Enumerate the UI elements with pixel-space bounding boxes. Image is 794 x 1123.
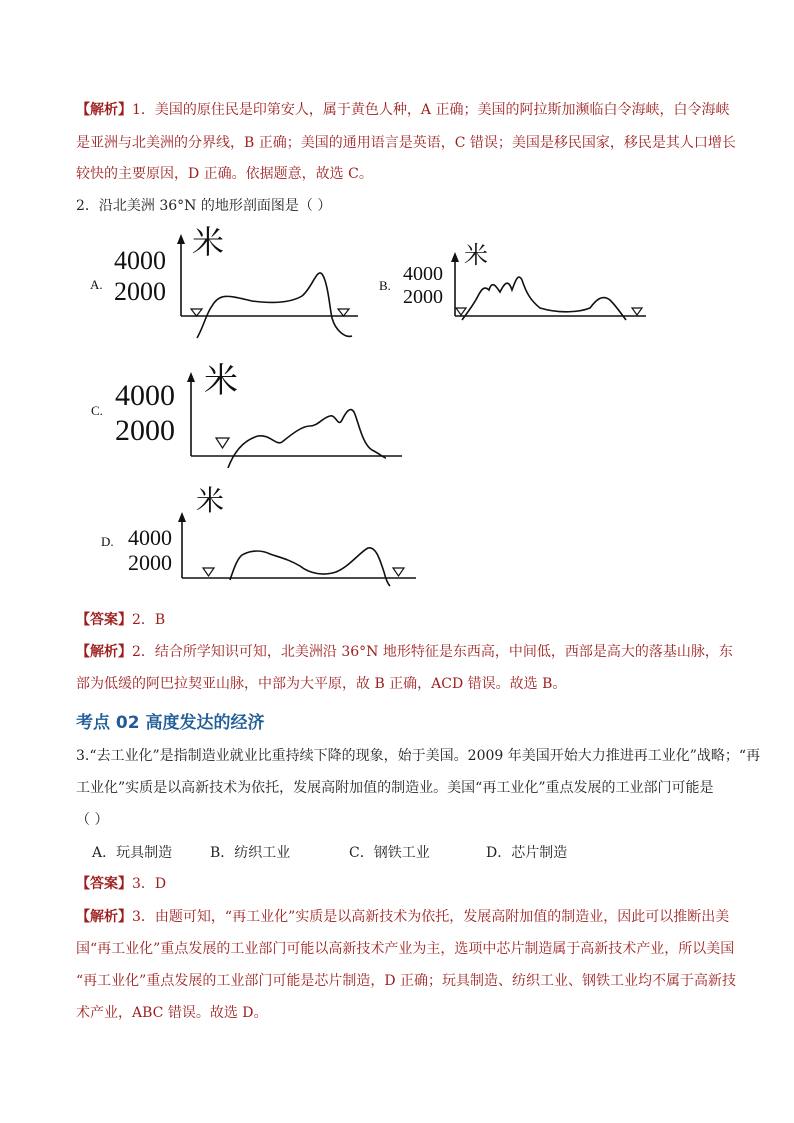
q3-answer-tag: 【答案】 <box>76 876 132 892</box>
profile-d-sea-marker-east <box>393 568 404 576</box>
option-c-label: C. <box>91 403 103 418</box>
profile-a-y-label-2000: 2000 <box>114 277 166 306</box>
section-heading: 考点 02 高度发达的经济 <box>76 713 265 733</box>
q3-analysis-tag: 【解析】 <box>76 909 132 925</box>
profile-d <box>178 512 416 586</box>
profile-c-y-label-2000: 2000 <box>115 414 175 447</box>
profile-d-y-label-4000: 4000 <box>128 525 172 550</box>
q3-analysis-text-1: 3．由题可知，“再工业化”实质是以高新技术为依托，发展高附加值的制造业，因此可以推断出美 <box>132 909 730 925</box>
q1-analysis-line-2: 是亚洲与北美洲的分界线，B 正确；美国的通用语言是英语，C 错误；美国是移民国家，移民是其人口增长 <box>76 135 736 151</box>
q3-analysis-line-1 <box>76 907 736 927</box>
q1-analysis-line-3: 较快的主要原因，D 正确。依据题意，故选 C。 <box>76 166 373 182</box>
q2-question: 2．沿北美洲 36°N 的地形剖面图是（ ） <box>76 198 332 214</box>
q3-question-line-2: 工业化”实质是以高新技术为依托，发展高附加值的制造业。美国“再工业化”重点发展的工业部门可能是 <box>76 780 714 796</box>
profile-b-sea-marker-east <box>632 308 642 315</box>
option-b-label: B. <box>379 278 391 293</box>
profile-c-unit: 米 <box>204 363 238 400</box>
q2-analysis-line-1 <box>76 642 736 662</box>
q3-answer-line <box>76 874 736 894</box>
profile-d-y-label-2000: 2000 <box>128 550 172 575</box>
q2-answer: 2．B <box>132 612 166 628</box>
q2-answer-tag: 【答案】 <box>76 612 132 628</box>
profile-a-unit: 米 <box>192 224 225 260</box>
profile-a-sea-marker-west <box>191 309 202 316</box>
q1-analysis-tag: 【解析】 <box>76 102 132 118</box>
q3-question-line-1: 3.“去工业化”是指制造业就业比重持续下降的现象，始于美国。2009 年美国开始大力推进再工业化”战略；“再 <box>76 748 761 764</box>
profile-a-y-label-4000: 4000 <box>114 246 166 275</box>
q2-analysis-line-2: 部为低缓的阿巴拉契亚山脉，中部为大平原，故 B 正确，ACD 错误。故选 B。 <box>76 676 567 692</box>
q3-option-a: A．玩具制造 <box>92 845 173 861</box>
q3-analysis-line-2: 国“再工业化”重点发展的工业部门可能以高新技术产业为主，选项中芯片制造属于高新技术产业，所以美国 <box>76 941 735 957</box>
q3-analysis-line-3: “再工业化”重点发展的工业部门可能是芯片制造，D 正确；玩具制造、纺织工业、钢铁工业均不属于高新技 <box>76 973 736 989</box>
q2-analysis-text-1: 2．结合所学知识可知，北美洲沿 36°N 地形特征是东西高，中间低，西部是高大的落基山脉，东 <box>132 644 733 660</box>
profile-b-sea-marker-west <box>456 308 466 315</box>
q2-analysis-tag: 【解析】 <box>76 644 132 660</box>
profile-b-y-label-2000: 2000 <box>403 286 443 308</box>
profile-b-unit: 米 <box>464 243 488 269</box>
option-a-label: A. <box>90 277 103 292</box>
profile-c-sea-marker <box>216 438 229 448</box>
q3-analysis-line-4: 术产业，ABC 错误。故选 D。 <box>76 1005 268 1021</box>
option-d-label: D. <box>101 534 114 549</box>
profile-a-terrain <box>197 273 352 338</box>
profile-a-sea-marker-east <box>338 309 349 316</box>
profile-c-y-label-4000: 4000 <box>115 379 175 412</box>
q2-answer-line <box>76 610 736 630</box>
profile-d-sea-marker-west <box>203 568 214 576</box>
profile-d-unit: 米 <box>196 486 225 517</box>
profile-d-terrain <box>230 548 390 586</box>
q3-answer: 3．D <box>132 876 167 892</box>
q1-analysis-line-1 <box>76 100 736 120</box>
q1-analysis-text-1: 1．美国的原住民是印第安人，属于黄色人种，A 正确；美国的阿拉斯加濒临白令海峡，白令海峡 <box>132 102 730 118</box>
profile-c-terrain <box>228 410 386 468</box>
q3-option-c: C．钢铁工业 <box>349 845 430 861</box>
q2-profile-diagrams <box>0 220 794 620</box>
profile-b-y-label-4000: 4000 <box>403 263 443 285</box>
q3-option-d: D．芯片制造 <box>486 845 568 861</box>
profile-b-terrain <box>462 277 626 320</box>
q3-question-line-3: （ ） <box>76 812 109 828</box>
q3-option-b: B．纺织工业 <box>210 845 291 861</box>
